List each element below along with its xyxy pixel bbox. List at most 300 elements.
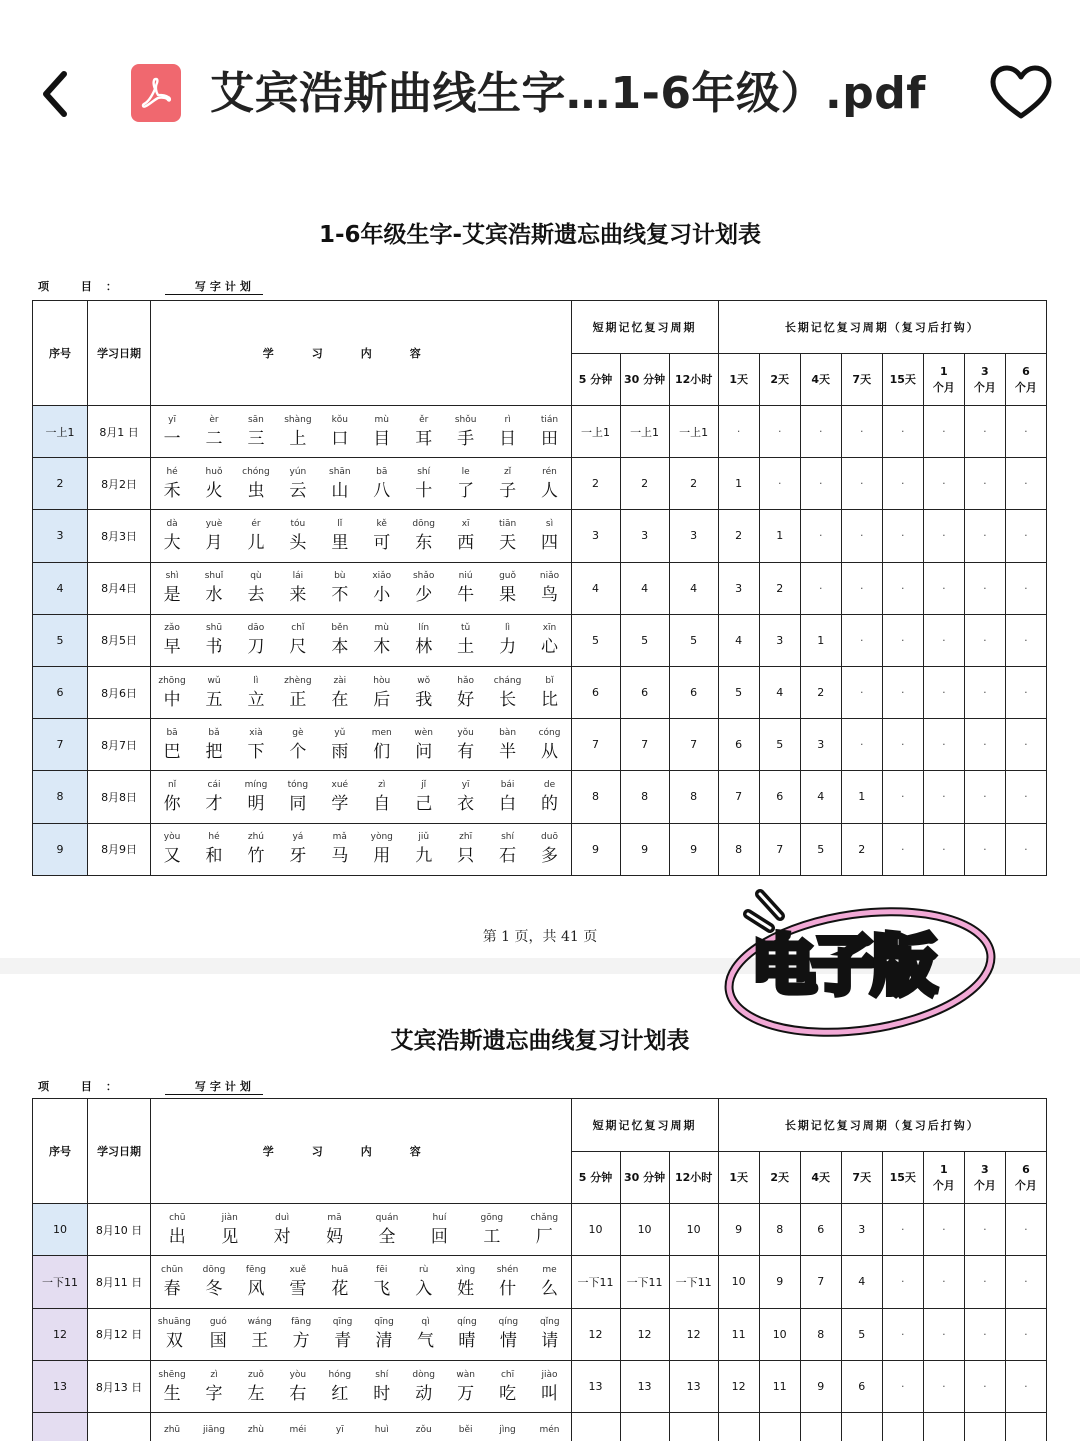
row-seq: 4 bbox=[33, 562, 88, 614]
review-cell[interactable]: · bbox=[882, 406, 923, 458]
review-cell[interactable]: 10 bbox=[571, 1204, 620, 1256]
pinyin: chóng bbox=[242, 466, 270, 477]
pinyin: tián bbox=[540, 414, 559, 425]
header-content: 学习内容 bbox=[151, 1099, 571, 1204]
review-cell[interactable]: 13 bbox=[669, 1360, 718, 1412]
header-long-col: 6 个月 bbox=[1005, 1152, 1046, 1204]
pinyin: mǎ bbox=[332, 832, 347, 843]
review-cell[interactable]: 6 bbox=[571, 666, 620, 718]
review-cell[interactable]: 9 bbox=[571, 823, 620, 875]
review-cell[interactable]: · bbox=[923, 1360, 964, 1412]
review-cell[interactable]: · bbox=[964, 771, 1005, 823]
character-with-pinyin bbox=[284, 517, 312, 555]
row-date: 8月10 日 bbox=[88, 1204, 151, 1256]
hanzi: 又 bbox=[163, 846, 181, 867]
review-cell[interactable]: 6 bbox=[800, 1204, 841, 1256]
character-with-pinyin bbox=[284, 1263, 312, 1301]
review-cell[interactable]: 4 bbox=[620, 562, 669, 614]
review-cell[interactable]: 7 bbox=[800, 1256, 841, 1308]
review-cell[interactable]: · bbox=[841, 614, 882, 666]
hanzi: 中 bbox=[163, 689, 181, 710]
header-long-col: 1 个月 bbox=[923, 1152, 964, 1204]
review-cell[interactable]: · bbox=[1005, 458, 1046, 510]
review-cell[interactable]: · bbox=[1005, 1204, 1046, 1256]
review-cell[interactable]: · bbox=[964, 614, 1005, 666]
character-with-pinyin bbox=[242, 569, 270, 607]
review-cell[interactable]: 1 bbox=[718, 458, 759, 510]
review-cell[interactable]: · bbox=[923, 1204, 964, 1256]
character-with-pinyin bbox=[452, 1368, 480, 1406]
hanzi: 尺 bbox=[289, 637, 307, 658]
review-cell[interactable]: 一上1 bbox=[669, 406, 718, 458]
page-number: 第 1 页，共 41 页 bbox=[482, 929, 598, 945]
pinyin: kě bbox=[376, 518, 387, 529]
character-with-pinyin bbox=[158, 621, 186, 659]
review-cell[interactable]: 9 bbox=[759, 1256, 800, 1308]
review-cell[interactable]: 一上1 bbox=[620, 406, 669, 458]
review-cell[interactable]: · bbox=[882, 458, 923, 510]
pinyin: xuě bbox=[289, 1264, 307, 1275]
review-cell[interactable]: 8 bbox=[669, 771, 718, 823]
review-cell[interactable]: 8 bbox=[571, 771, 620, 823]
header-long-col: 1天 bbox=[718, 354, 759, 406]
review-cell[interactable]: · bbox=[882, 1360, 923, 1412]
pinyin: shí bbox=[417, 466, 431, 477]
review-cell[interactable]: · bbox=[964, 458, 1005, 510]
header-date: 学习日期 bbox=[88, 1099, 151, 1204]
review-cell[interactable]: 1 bbox=[800, 614, 841, 666]
header-long-col: 4天 bbox=[800, 1152, 841, 1204]
review-cell[interactable]: · bbox=[882, 666, 923, 718]
character-with-pinyin bbox=[536, 830, 564, 868]
review-cell[interactable]: · bbox=[1005, 771, 1046, 823]
character-with-pinyin bbox=[200, 726, 228, 764]
review-cell[interactable]: 2 bbox=[620, 458, 669, 510]
pinyin: qíng bbox=[457, 1317, 477, 1328]
character-with-pinyin bbox=[368, 674, 396, 712]
character-with-pinyin bbox=[452, 830, 480, 868]
review-cell[interactable]: · bbox=[923, 510, 964, 562]
review-cell[interactable]: · bbox=[841, 719, 882, 771]
review-cell[interactable]: 9 bbox=[620, 823, 669, 875]
project-value: 写字计划 bbox=[165, 278, 263, 295]
hanzi: 王 bbox=[251, 1331, 269, 1352]
pinyin: wèn bbox=[414, 727, 433, 738]
review-cell[interactable]: 8 bbox=[718, 823, 759, 875]
review-cell[interactable]: · bbox=[964, 406, 1005, 458]
pinyin: qíng bbox=[498, 1317, 519, 1328]
review-cell[interactable]: · bbox=[923, 1256, 964, 1308]
review-cell[interactable]: 1 bbox=[759, 510, 800, 562]
review-cell[interactable] bbox=[669, 1413, 718, 1441]
pinyin: nǐ bbox=[167, 779, 177, 790]
review-cell[interactable]: · bbox=[923, 1308, 964, 1360]
favorite-button[interactable] bbox=[990, 64, 1052, 122]
pinyin: shàng bbox=[284, 414, 312, 425]
review-cell[interactable]: 6 bbox=[759, 771, 800, 823]
review-cell[interactable]: 5 bbox=[718, 666, 759, 718]
row-characters bbox=[151, 1256, 571, 1308]
review-cell[interactable]: 12 bbox=[620, 1308, 669, 1360]
review-cell[interactable]: 2 bbox=[841, 823, 882, 875]
review-cell[interactable]: · bbox=[759, 406, 800, 458]
review-cell[interactable]: · bbox=[882, 719, 923, 771]
character-with-pinyin bbox=[453, 1315, 481, 1353]
pinyin: zhú bbox=[247, 832, 264, 843]
review-cell[interactable]: · bbox=[1005, 666, 1046, 718]
hanzi: 什 bbox=[499, 1278, 517, 1299]
review-cell[interactable]: 12 bbox=[571, 1308, 620, 1360]
review-plan-table bbox=[32, 300, 1047, 876]
pinyin: zhōng bbox=[158, 675, 186, 686]
review-cell[interactable]: 9 bbox=[718, 1204, 759, 1256]
review-cell[interactable]: 5 bbox=[669, 614, 718, 666]
review-cell[interactable]: 10 bbox=[718, 1256, 759, 1308]
review-cell[interactable]: 一下11 bbox=[669, 1256, 718, 1308]
review-cell[interactable]: · bbox=[841, 458, 882, 510]
review-cell[interactable]: · bbox=[923, 823, 964, 875]
review-cell[interactable]: 9 bbox=[669, 823, 718, 875]
review-cell[interactable] bbox=[718, 1413, 759, 1441]
review-cell[interactable]: 2 bbox=[669, 458, 718, 510]
review-cell[interactable]: · bbox=[1005, 510, 1046, 562]
row-characters bbox=[151, 771, 571, 823]
back-button[interactable] bbox=[36, 66, 76, 122]
pinyin: lì bbox=[505, 623, 511, 634]
character-with-pinyin bbox=[284, 1423, 312, 1437]
character-with-pinyin bbox=[410, 413, 438, 451]
hanzi: 才 bbox=[205, 793, 223, 814]
review-cell[interactable]: 一下11 bbox=[571, 1256, 620, 1308]
hanzi: 青 bbox=[334, 1331, 352, 1352]
character-with-pinyin bbox=[494, 830, 522, 868]
pinyin: hé bbox=[166, 466, 178, 477]
review-cell[interactable]: · bbox=[964, 1256, 1005, 1308]
review-cell[interactable]: 13 bbox=[620, 1360, 669, 1412]
row-date: 8月7日 bbox=[88, 719, 151, 771]
pinyin: wǔ bbox=[207, 675, 221, 686]
character-with-pinyin bbox=[200, 674, 228, 712]
hanzi: 五 bbox=[205, 689, 223, 710]
hanzi: 刀 bbox=[247, 637, 265, 658]
hanzi: 后 bbox=[373, 689, 391, 710]
review-cell[interactable]: · bbox=[800, 510, 841, 562]
review-cell[interactable]: · bbox=[964, 1308, 1005, 1360]
character-with-pinyin bbox=[494, 569, 522, 607]
pinyin: lái bbox=[292, 571, 304, 582]
character-with-pinyin bbox=[368, 1423, 396, 1437]
review-cell[interactable]: · bbox=[882, 510, 923, 562]
hanzi: 方 bbox=[292, 1331, 310, 1352]
character-with-pinyin bbox=[494, 726, 522, 764]
row-characters bbox=[151, 458, 571, 510]
review-cell[interactable]: · bbox=[841, 666, 882, 718]
review-cell[interactable]: 3 bbox=[841, 1204, 882, 1256]
review-cell[interactable]: 12 bbox=[718, 1360, 759, 1412]
header-short-term: 短期记忆复习周期 bbox=[571, 1099, 718, 1152]
row-seq: 13 bbox=[33, 1360, 88, 1412]
review-cell[interactable]: 6 bbox=[620, 666, 669, 718]
review-cell[interactable]: 6 bbox=[841, 1360, 882, 1412]
review-cell[interactable]: 4 bbox=[800, 771, 841, 823]
review-cell[interactable]: · bbox=[1005, 1308, 1046, 1360]
review-cell[interactable]: 3 bbox=[718, 562, 759, 614]
pinyin: wǒ bbox=[417, 675, 431, 686]
review-cell[interactable]: 4 bbox=[841, 1256, 882, 1308]
review-cell[interactable]: 7 bbox=[571, 719, 620, 771]
pinyin: xué bbox=[331, 779, 349, 790]
review-cell[interactable]: · bbox=[882, 562, 923, 614]
header-long-col: 4天 bbox=[800, 354, 841, 406]
review-cell[interactable]: 7 bbox=[669, 719, 718, 771]
review-cell[interactable]: 2 bbox=[718, 510, 759, 562]
review-cell[interactable]: · bbox=[1005, 1360, 1046, 1412]
review-cell[interactable]: · bbox=[841, 406, 882, 458]
hanzi: 口 bbox=[331, 428, 349, 449]
table-row bbox=[33, 458, 1047, 510]
hanzi: 林 bbox=[415, 637, 433, 658]
review-cell[interactable]: 6 bbox=[669, 666, 718, 718]
hanzi: 气 bbox=[416, 1331, 434, 1352]
header-long-col: 1天 bbox=[718, 1152, 759, 1204]
pinyin: shēng bbox=[158, 1369, 186, 1380]
review-cell[interactable]: 4 bbox=[571, 562, 620, 614]
review-cell[interactable] bbox=[620, 1413, 669, 1441]
review-cell[interactable]: · bbox=[1005, 1256, 1046, 1308]
review-cell[interactable]: · bbox=[718, 406, 759, 458]
review-cell[interactable]: · bbox=[964, 1360, 1005, 1412]
review-cell[interactable]: · bbox=[882, 823, 923, 875]
review-cell[interactable] bbox=[800, 1413, 841, 1441]
review-cell[interactable]: 3 bbox=[571, 510, 620, 562]
character-with-pinyin bbox=[536, 1368, 564, 1406]
header-long-col: 1 个月 bbox=[923, 354, 964, 406]
pinyin: yǒu bbox=[457, 727, 474, 738]
character-with-pinyin bbox=[326, 1368, 354, 1406]
hanzi: 有 bbox=[457, 741, 475, 762]
review-cell[interactable]: · bbox=[964, 562, 1005, 614]
pinyin: jiào bbox=[541, 1369, 558, 1380]
pinyin: huā bbox=[331, 1264, 349, 1275]
pinyin: jiàn bbox=[221, 1212, 238, 1223]
character-with-pinyin bbox=[284, 726, 312, 764]
character-with-pinyin bbox=[158, 569, 186, 607]
character-with-pinyin bbox=[536, 1263, 564, 1301]
character-with-pinyin bbox=[284, 1368, 312, 1406]
hanzi: 风 bbox=[247, 1278, 265, 1299]
character-with-pinyin bbox=[158, 465, 186, 503]
hanzi: 用 bbox=[373, 846, 391, 867]
review-cell[interactable]: 2 bbox=[571, 458, 620, 510]
pinyin: yòu bbox=[163, 832, 181, 843]
character-with-pinyin bbox=[410, 778, 438, 816]
character-with-pinyin bbox=[410, 1263, 438, 1301]
review-cell[interactable]: 10 bbox=[759, 1308, 800, 1360]
pinyin: zì bbox=[378, 779, 386, 790]
pinyin: shǒu bbox=[454, 414, 477, 425]
review-cell[interactable] bbox=[882, 1413, 923, 1441]
review-cell[interactable]: · bbox=[964, 510, 1005, 562]
hanzi: 西 bbox=[457, 532, 475, 553]
pinyin: zǐ bbox=[503, 466, 512, 477]
review-cell[interactable]: 13 bbox=[571, 1360, 620, 1412]
character-with-pinyin bbox=[284, 569, 312, 607]
review-cell[interactable]: · bbox=[1005, 823, 1046, 875]
review-cell[interactable]: · bbox=[882, 1256, 923, 1308]
character-with-pinyin bbox=[158, 517, 186, 555]
hanzi: 个 bbox=[289, 741, 307, 762]
character-with-pinyin bbox=[410, 1368, 438, 1406]
character-with-pinyin bbox=[494, 517, 522, 555]
character-with-pinyin bbox=[536, 674, 564, 712]
review-cell[interactable]: · bbox=[882, 771, 923, 823]
pinyin: chǐ bbox=[291, 623, 305, 634]
review-cell[interactable] bbox=[759, 1413, 800, 1441]
review-cell[interactable]: 7 bbox=[759, 823, 800, 875]
review-cell[interactable]: 2 bbox=[759, 562, 800, 614]
pinyin: shū bbox=[205, 623, 223, 634]
review-cell[interactable]: 10 bbox=[669, 1204, 718, 1256]
review-cell[interactable]: · bbox=[1005, 406, 1046, 458]
character-with-pinyin bbox=[410, 830, 438, 868]
character-with-pinyin bbox=[494, 674, 522, 712]
review-cell[interactable]: 6 bbox=[718, 719, 759, 771]
review-cell[interactable]: · bbox=[882, 614, 923, 666]
character-with-pinyin bbox=[200, 778, 228, 816]
badge-label: 电子版 bbox=[752, 930, 932, 1004]
review-cell[interactable]: 1 bbox=[841, 771, 882, 823]
review-cell[interactable]: 8 bbox=[759, 1204, 800, 1256]
header-long-term: 长期记忆复习周期（复习后打钩） bbox=[718, 1099, 1046, 1152]
review-cell[interactable]: · bbox=[923, 614, 964, 666]
review-cell[interactable]: 7 bbox=[620, 719, 669, 771]
review-cell[interactable]: 一上1 bbox=[571, 406, 620, 458]
hanzi: 少 bbox=[415, 585, 433, 606]
review-cell[interactable]: · bbox=[923, 771, 964, 823]
character-with-pinyin bbox=[200, 569, 228, 607]
review-cell[interactable]: 10 bbox=[620, 1204, 669, 1256]
review-cell[interactable] bbox=[964, 1413, 1005, 1441]
review-cell[interactable]: 12 bbox=[669, 1308, 718, 1360]
review-cell[interactable]: 3 bbox=[669, 510, 718, 562]
header-long-col: 7天 bbox=[841, 354, 882, 406]
review-cell[interactable]: 3 bbox=[759, 614, 800, 666]
review-cell[interactable]: · bbox=[800, 458, 841, 510]
hanzi: 动 bbox=[415, 1383, 433, 1404]
review-cell[interactable]: 4 bbox=[669, 562, 718, 614]
review-cell[interactable]: 8 bbox=[620, 771, 669, 823]
review-cell[interactable]: · bbox=[923, 666, 964, 718]
review-cell[interactable]: 7 bbox=[718, 771, 759, 823]
character-with-pinyin bbox=[410, 726, 438, 764]
review-cell[interactable]: 8 bbox=[800, 1308, 841, 1360]
review-cell[interactable] bbox=[841, 1413, 882, 1441]
pinyin: fēng bbox=[245, 1264, 266, 1275]
pinyin: tǔ bbox=[461, 623, 471, 634]
review-cell[interactable]: · bbox=[964, 823, 1005, 875]
character-with-pinyin bbox=[536, 621, 564, 659]
review-cell[interactable]: · bbox=[882, 1204, 923, 1256]
character-with-pinyin bbox=[536, 1423, 564, 1437]
pinyin: qīng bbox=[374, 1317, 394, 1328]
review-cell[interactable]: · bbox=[964, 666, 1005, 718]
row-date bbox=[88, 1413, 151, 1441]
review-cell[interactable]: 5 bbox=[841, 1308, 882, 1360]
review-cell[interactable]: · bbox=[1005, 719, 1046, 771]
row-seq bbox=[33, 1413, 88, 1441]
hanzi: 半 bbox=[499, 741, 517, 762]
review-cell[interactable]: · bbox=[923, 562, 964, 614]
review-cell[interactable]: 5 bbox=[620, 614, 669, 666]
character-with-pinyin bbox=[410, 1423, 438, 1437]
review-cell[interactable] bbox=[1005, 1413, 1046, 1441]
review-cell[interactable]: 3 bbox=[800, 719, 841, 771]
review-cell[interactable]: 2 bbox=[800, 666, 841, 718]
character-with-pinyin bbox=[536, 413, 564, 451]
review-cell[interactable] bbox=[571, 1413, 620, 1441]
character-with-pinyin bbox=[287, 1315, 315, 1353]
review-cell[interactable] bbox=[923, 1413, 964, 1441]
pinyin: lì bbox=[253, 675, 259, 686]
hanzi: 可 bbox=[373, 532, 391, 553]
character-with-pinyin bbox=[452, 778, 480, 816]
pinyin: ér bbox=[251, 518, 261, 529]
review-cell[interactable]: 9 bbox=[800, 1360, 841, 1412]
hanzi: 书 bbox=[205, 637, 223, 658]
review-cell[interactable]: · bbox=[923, 719, 964, 771]
review-cell[interactable]: · bbox=[800, 562, 841, 614]
pinyin: jǐ bbox=[421, 779, 427, 790]
review-cell[interactable]: 4 bbox=[759, 666, 800, 718]
character-with-pinyin bbox=[536, 569, 564, 607]
character-with-pinyin bbox=[410, 674, 438, 712]
pinyin: qīng bbox=[332, 1317, 353, 1328]
review-cell[interactable]: · bbox=[1005, 562, 1046, 614]
character-with-pinyin bbox=[410, 465, 438, 503]
review-cell[interactable]: 3 bbox=[620, 510, 669, 562]
review-cell[interactable]: 5 bbox=[800, 823, 841, 875]
review-cell[interactable]: 一下11 bbox=[620, 1256, 669, 1308]
review-cell[interactable]: 4 bbox=[718, 614, 759, 666]
review-cell[interactable]: · bbox=[923, 406, 964, 458]
review-cell[interactable]: 5 bbox=[571, 614, 620, 666]
pinyin: fāng bbox=[291, 1317, 312, 1328]
pinyin: shǎo bbox=[412, 571, 435, 582]
character-with-pinyin bbox=[494, 621, 522, 659]
review-cell[interactable]: 11 bbox=[718, 1308, 759, 1360]
character-with-pinyin bbox=[326, 1263, 354, 1301]
review-cell[interactable]: · bbox=[964, 719, 1005, 771]
row-seq: 9 bbox=[33, 823, 88, 875]
pinyin: dāo bbox=[247, 623, 265, 634]
character-with-pinyin bbox=[284, 621, 312, 659]
pinyin: dà bbox=[166, 518, 178, 529]
review-cell[interactable]: · bbox=[759, 458, 800, 510]
review-cell[interactable]: 5 bbox=[759, 719, 800, 771]
review-cell[interactable]: · bbox=[1005, 614, 1046, 666]
hanzi: 飞 bbox=[373, 1278, 391, 1299]
review-cell[interactable]: · bbox=[964, 1204, 1005, 1256]
review-cell[interactable]: · bbox=[800, 406, 841, 458]
review-cell[interactable]: · bbox=[882, 1308, 923, 1360]
review-cell[interactable]: 11 bbox=[759, 1360, 800, 1412]
review-cell[interactable]: · bbox=[841, 510, 882, 562]
review-cell[interactable]: · bbox=[841, 562, 882, 614]
review-cell[interactable]: · bbox=[923, 458, 964, 510]
header-content: 学习内容 bbox=[151, 301, 571, 406]
header-short-col: 12小时 bbox=[669, 354, 718, 406]
pinyin: rì bbox=[504, 414, 511, 425]
